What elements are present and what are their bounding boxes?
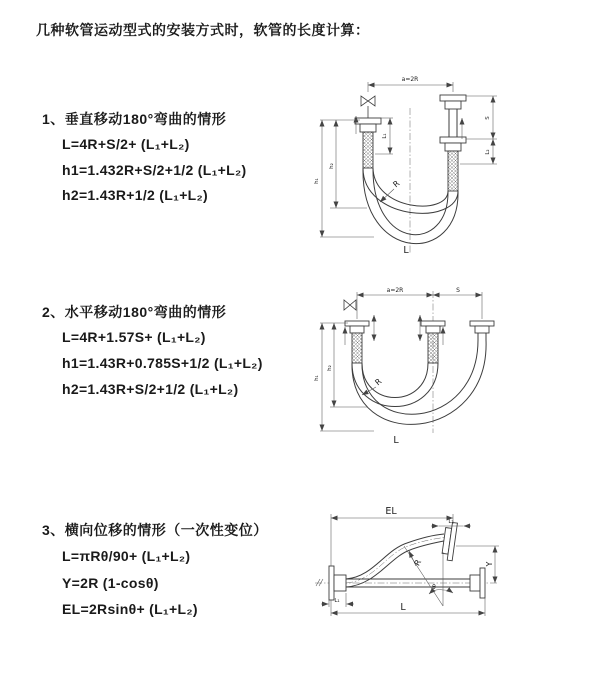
middle-pipe-end	[421, 321, 445, 363]
s-label: S	[485, 116, 491, 120]
left-pipe-end	[355, 118, 381, 168]
h2-label: h₂	[329, 163, 335, 169]
length-label: L	[393, 435, 399, 446]
span-label: a=2R	[386, 287, 404, 294]
right-pipe-end	[470, 321, 494, 340]
break-symbol	[316, 579, 323, 586]
right-pipe-end	[440, 95, 466, 191]
formula-line: h1=1.43R+0.785S+1/2 (L₁+L₂)	[62, 355, 263, 371]
valve-icon	[344, 300, 356, 310]
hose-curves	[352, 340, 486, 424]
diagram-horizontal-180-bend	[312, 283, 497, 448]
angle-construction	[404, 546, 453, 606]
diagram-vertical-180-bend	[312, 66, 507, 266]
h2-label: h₂	[327, 365, 333, 371]
displaced-hose	[346, 522, 457, 587]
length-label: L	[400, 602, 406, 613]
upper-flange	[441, 522, 457, 561]
el-label: EL	[385, 506, 397, 517]
formula-line: EL=2Rsinθ+ (L₁+L₂)	[62, 601, 198, 617]
formula-line: L=πRθ/90+ (L₁+L₂)	[62, 548, 191, 564]
span-label: a=2R	[401, 76, 419, 83]
valve-icon	[361, 96, 375, 118]
h1-label: h₁	[314, 375, 320, 381]
l2-label: L₂	[485, 149, 491, 155]
dimension-l1	[321, 593, 354, 607]
theta-label: θ	[432, 584, 436, 591]
formula-line: L=4R+1.57S+ (L₁+L₂)	[62, 329, 206, 345]
dimension-el	[331, 506, 453, 566]
hose-curves	[363, 168, 458, 244]
l2-label: L₂	[448, 519, 454, 525]
formula-line: h2=1.43R+1/2 (L₁+L₂)	[62, 187, 209, 203]
fitting-dimension-arrows	[374, 315, 420, 341]
l1-label: L₁	[382, 133, 388, 139]
r-label: R	[391, 178, 402, 190]
r-label: R	[412, 558, 424, 568]
section-1-heading: 1、垂直移动180°弯曲的情形	[42, 111, 227, 127]
dimension-span	[368, 76, 453, 92]
formula-line: h1=1.432R+S/2+1/2 (L₁+L₂)	[62, 162, 247, 178]
section-3-heading: 3、横向位移的情形（一次性变位）	[42, 522, 268, 538]
radius-callout	[380, 179, 402, 202]
section-2-heading: 2、水平移动180°弯曲的情形	[42, 304, 227, 320]
diagram-lateral-displacement	[303, 500, 503, 630]
h1-label: h₁	[314, 178, 320, 184]
dimension-right	[460, 96, 497, 164]
left-pipe-end	[345, 321, 369, 363]
length-label: L	[403, 245, 409, 256]
dimension-l2	[431, 519, 471, 526]
y-label: Y	[485, 561, 494, 567]
r-label: R	[373, 376, 384, 388]
dimension-l	[331, 598, 485, 616]
l1-label: L₁	[334, 598, 340, 604]
s-label: S	[456, 287, 460, 294]
radius-callout	[409, 551, 423, 567]
formula-line: L=4R+S/2+ (L₁+L₂)	[62, 136, 190, 152]
page-title: 几种软管运动型式的安装方式时，软管的长度计算：	[36, 22, 370, 38]
dimension-heights	[314, 323, 374, 431]
formula-line: h2=1.43R+S/2+1/2 (L₁+L₂)	[62, 381, 239, 397]
formula-line: Y=2R (1-cosθ)	[62, 575, 159, 591]
left-pipe-end	[329, 566, 346, 600]
dimension-span	[357, 287, 482, 319]
